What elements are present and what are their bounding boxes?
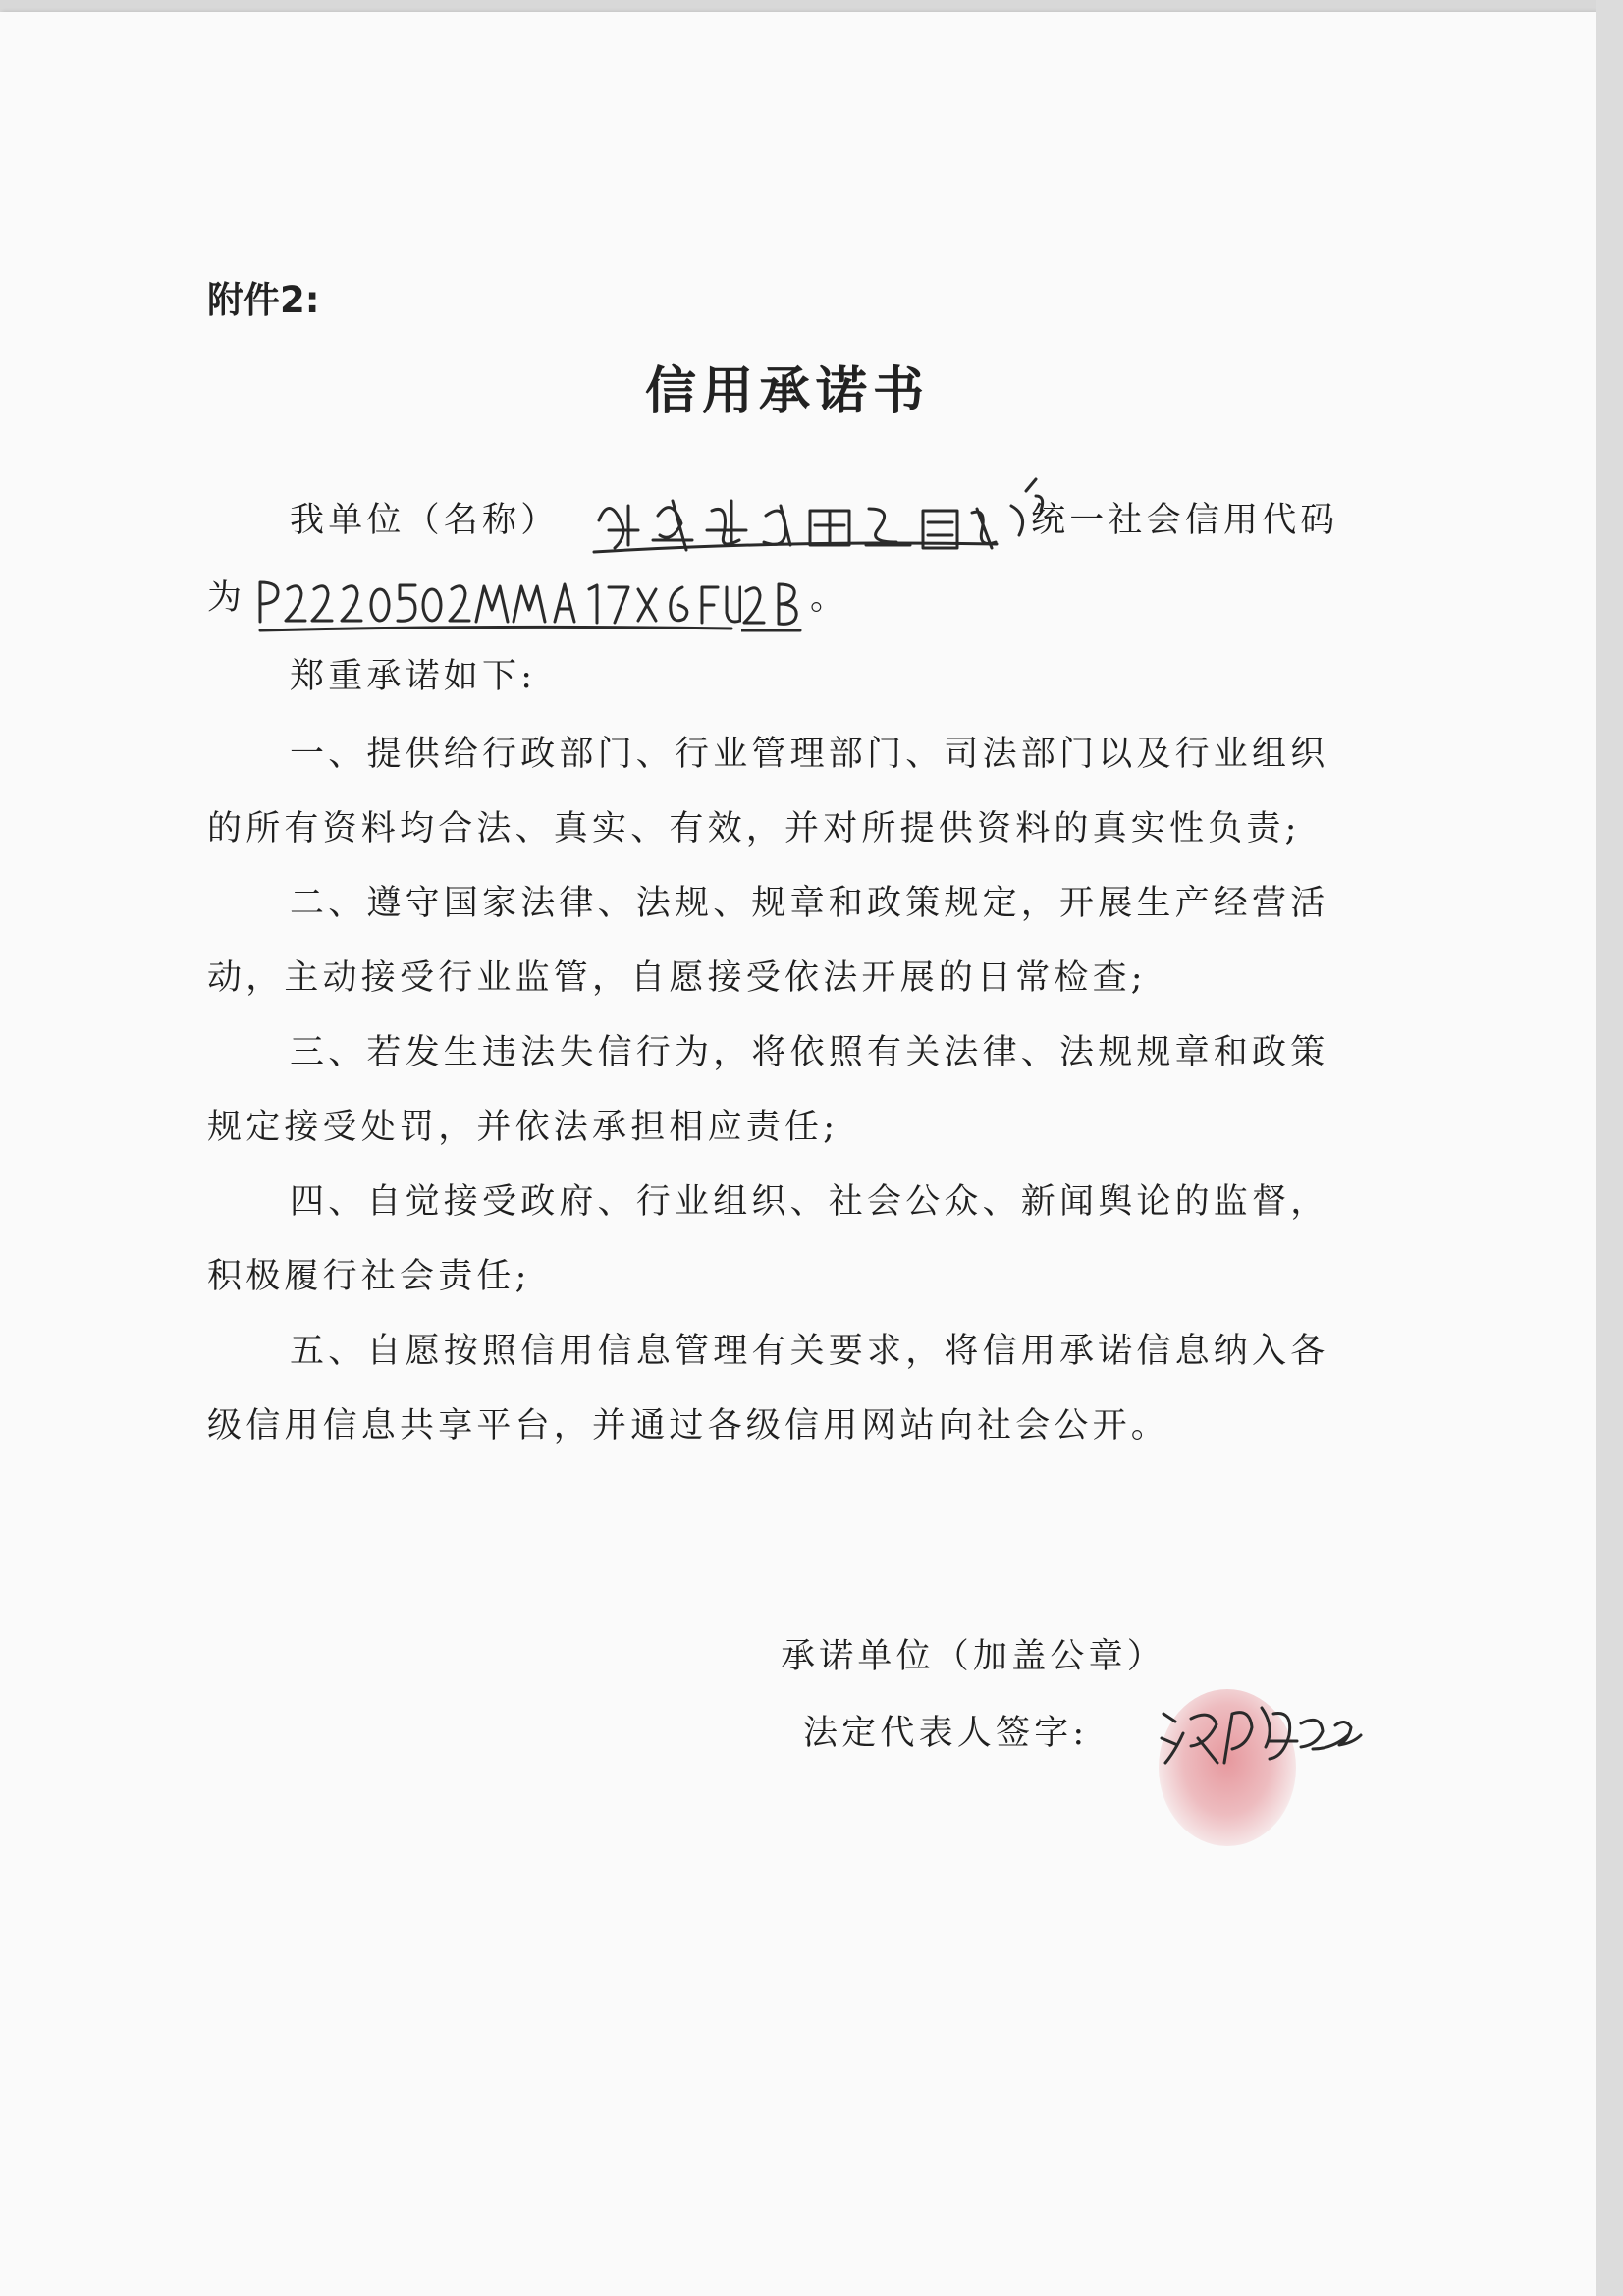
handwritten-unit-name [589,462,1060,560]
pledge-line: 动，主动接受行业监管，自愿接受依法开展的日常检查; [207,958,1147,998]
handwritten-signature [1154,1684,1380,1773]
handwritten-credit-code-tail [741,570,820,638]
legal-rep-label: 法定代表人签字: [803,1714,1089,1753]
pledge-line: 四、自觉接受政府、行业组织、社会公众、新闻舆论的监督， [290,1182,1329,1222]
committing-unit-label: 承诺单位（加盖公章） [781,1637,1166,1676]
intro-suffix: 统一社会信用代码 [1031,501,1339,540]
scan-right-edge [1596,0,1623,2296]
intro-prefix: 我单位（名称） [290,501,560,540]
handwritten-credit-code [250,568,741,636]
document-title: 信用承诺书 [645,362,931,421]
pledge-line: 二、遵守国家法律、法规、规章和政策规定，开展生产经营活 [290,884,1329,923]
pledge-lead: 郑重承诺如下: [290,657,537,696]
code-prefix: 为 [207,578,246,618]
pledge-line: 规定接受处罚，并依法承担相应责任; [207,1108,839,1147]
code-period: 。 [810,578,849,618]
pledge-line: 的所有资料均合法、真实、有效，并对所提供资料的真实性负责; [207,809,1301,848]
pledge-line: 一、提供给行政部门、行业管理部门、司法部门以及行业组织 [290,735,1329,774]
scan-top-edge [0,0,1623,12]
pledge-line: 级信用信息共享平台，并通过各级信用网站向社会公开。 [207,1406,1170,1446]
attachment-label: 附件2: [207,279,320,321]
pledge-line: 五、自愿按照信用信息管理有关要求，将信用承诺信息纳入各 [290,1332,1329,1371]
pledge-line: 三、若发生违法失信行为，将依照有关法律、法规规章和政策 [290,1033,1329,1072]
pledge-line: 积极履行社会责任; [207,1257,531,1296]
